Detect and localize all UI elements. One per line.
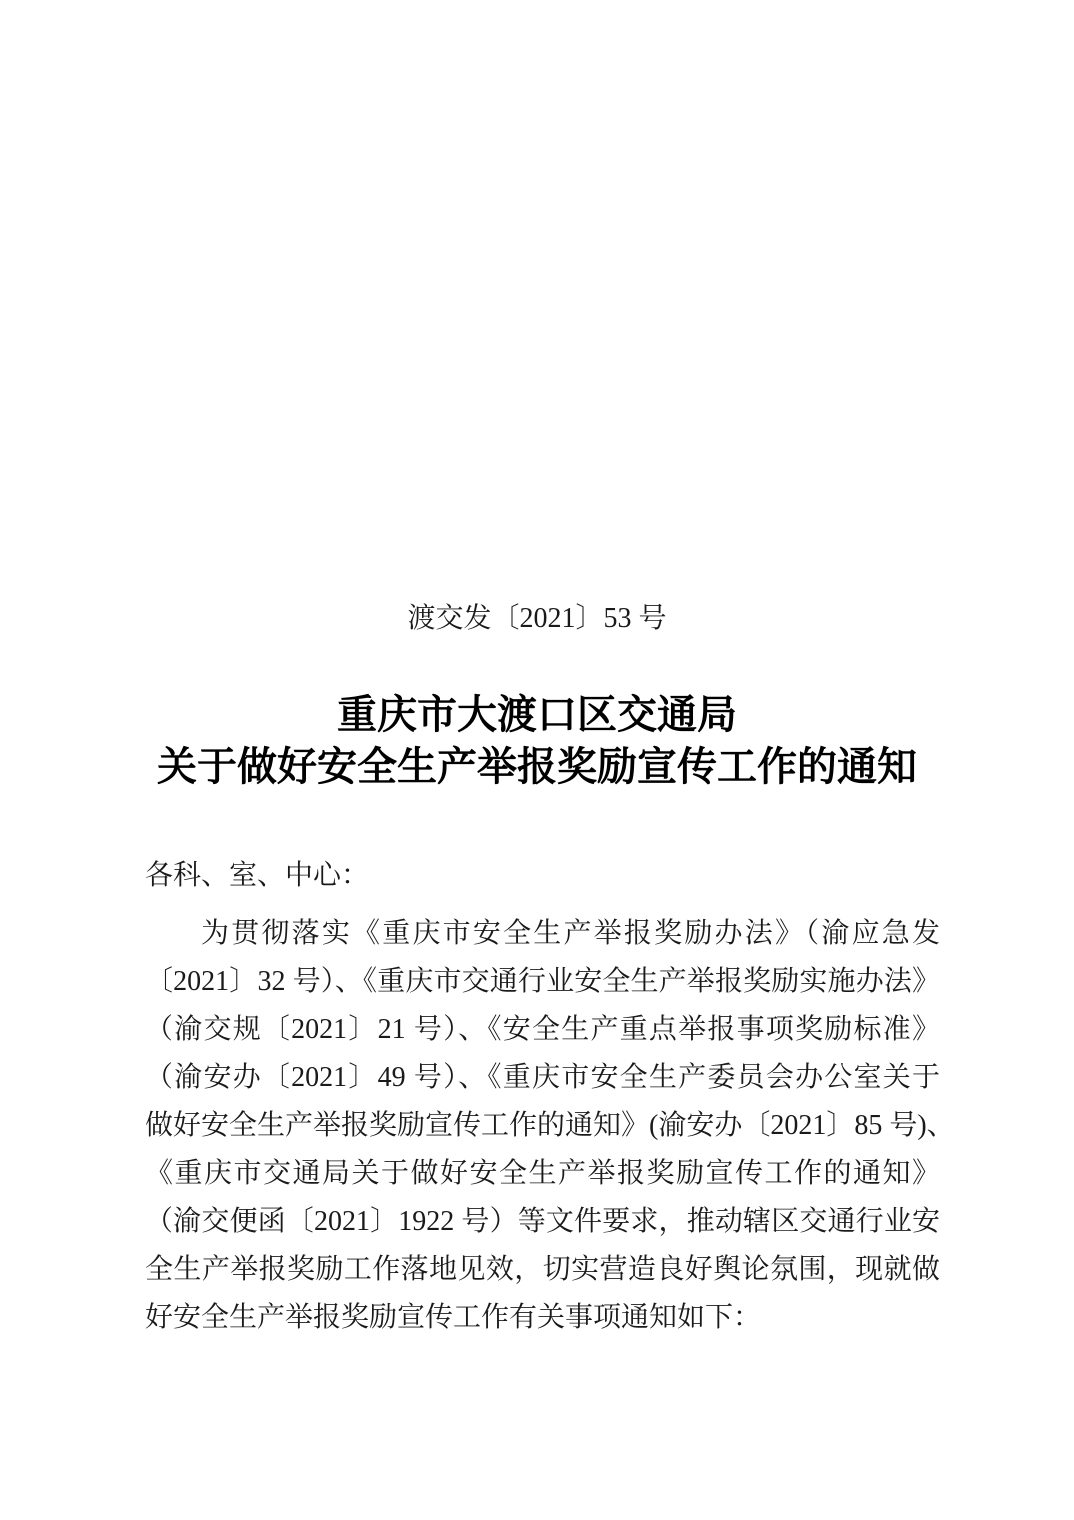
body-line: （渝交便函〔2021〕1922 号）等文件要求，推动辖区交通行业安 [145,1206,940,1237]
body-line: 为贯彻落实《重庆市安全生产举报奖励办法》（渝应急发 [201,918,940,949]
document-title-line2: 关于做好安全生产举报奖励宣传工作的通知 [157,744,917,789]
body-line: 全生产举报奖励工作落地见效，切实营造良好舆论氛围，现就做 [145,1254,940,1285]
body-line: 做好安全生产举报奖励宣传工作的通知》(渝安办〔2021〕85 号)、 [145,1110,955,1141]
document-title [0,689,1074,793]
body-line: 好安全生产举报奖励宣传工作有关事项通知如下： [145,1302,762,1333]
document-title-line1: 重庆市大渡口区交通局 [337,692,737,737]
body-paragraph [145,910,955,1342]
salutation: 各科、室、中心： [145,860,370,891]
body-line: 《重庆市交通局关于做好安全生产举报奖励宣传工作的通知》 [145,1158,940,1189]
document-number: 渡交发〔2021〕53 号 [407,603,667,634]
body-line: （渝安办〔2021〕49 号）、《重庆市安全生产委员会办公室关于 [145,1062,940,1093]
body-line: 〔2021〕32 号）、《重庆市交通行业安全生产举报奖励实施办法》 [145,966,940,997]
body-line: （渝交规〔2021〕21 号）、《安全生产重点举报事项奖励标准》 [145,1014,940,1045]
